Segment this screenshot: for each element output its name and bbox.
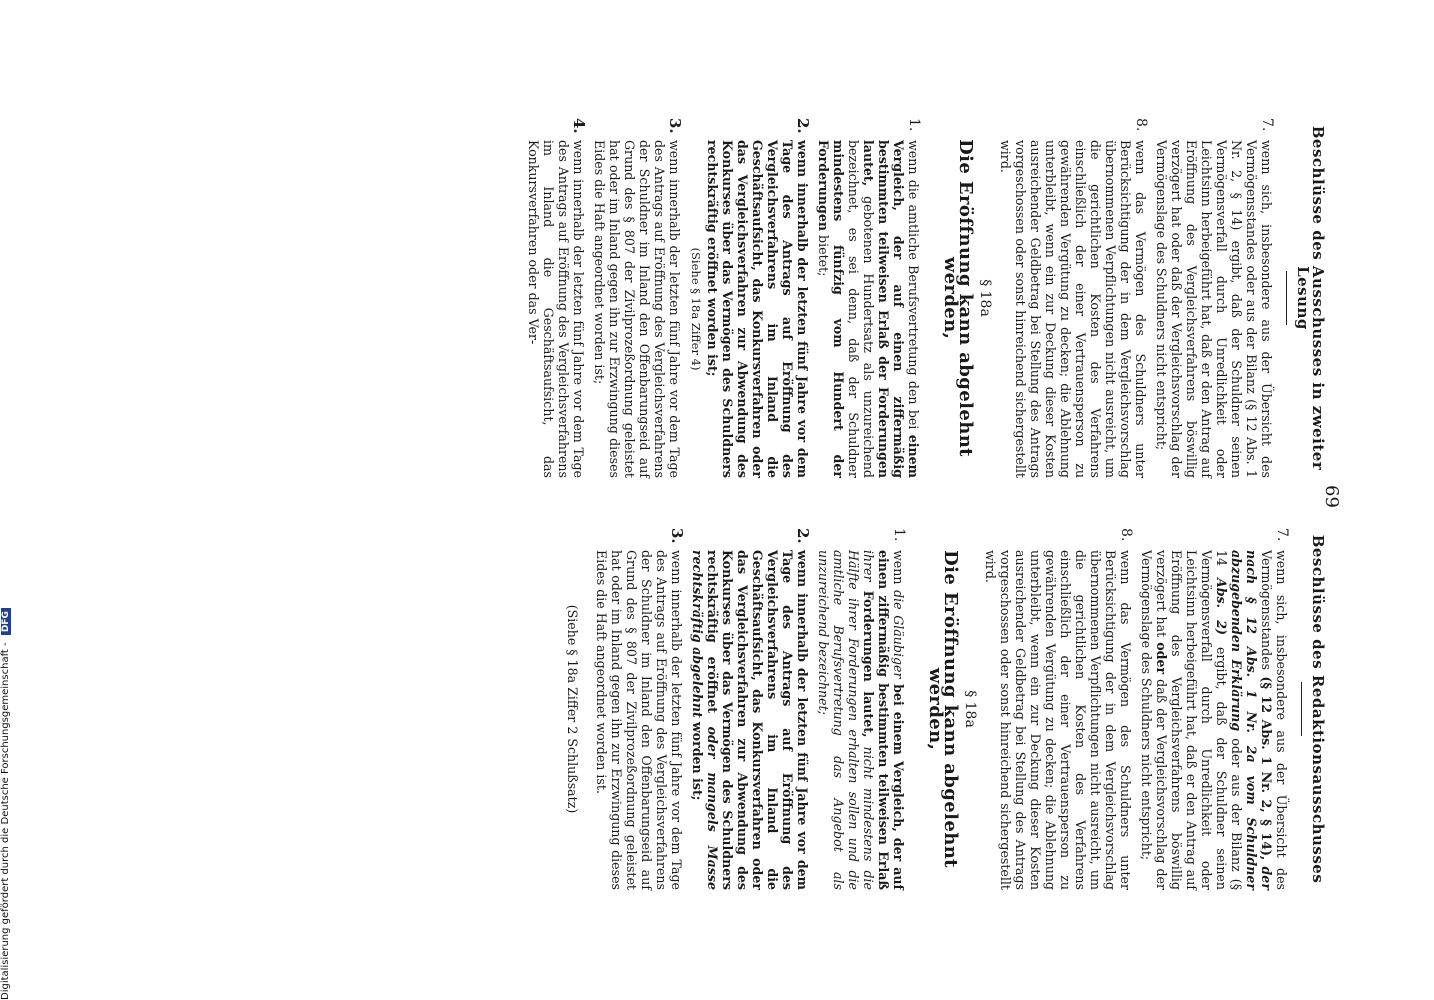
item-number: 8. [1118,528,1134,542]
item-text-bold-italic: der nach § 12 Abs. 1 Nr. 2a vom Schuldner abzugebenden Erklärung [1229,550,1274,890]
digitization-credit [0,608,11,1000]
item-text: oder aus der Bilanz (§ 14 [1214,550,1244,890]
item-number: 3. [666,118,684,134]
left-item-3 [592,118,682,478]
right-item-2 [690,528,810,890]
item-number: 8. [1133,118,1149,132]
left-column [520,118,1325,478]
section-title: Die Eröffnung kann abgelehnt werden, [925,550,961,868]
item-text: ergibt, daß der Schuldner seinen Vermögensverfall durch Unredlichkeit oder Leichtsinn herbeigeführt hat, daß er den Antrag auf Eröffnung des Vergleichsverfahrens böswillig verzögert hat [1154,550,1229,890]
item-number: 7. [1259,118,1275,132]
section-number: § 18a [977,279,993,317]
left-item-4 [526,118,586,478]
cross-reference-note: (Siehe § 18a Ziffer 4) [689,247,703,371]
item-text-bold: wenn innerhalb der letzten fünf Jahre vor dem Tage des Antrags auf Eröffnung des Vergleichsverfahrens im Inland die Geschäftsaufsicht, das Konkursverfahren oder das Vergleichsverfahren zur Abwendung des Konkurses über das Vermögen des Schuldners rechtskräftig eröffnet worden ist; [705,140,810,478]
header-rule [1286,271,1287,325]
left-item-7 [1154,118,1274,478]
item-number: 1. [891,528,907,542]
left-column-header: Beschlüsse des Ausschusses in zweiter Lesung [1294,125,1327,471]
item-text: gebotenen Hundertsatz als unzureichend bezeichnet, es sei denn, daß der Schuldner [846,140,876,478]
item-text-bold: worden ist; [690,721,705,801]
item-text-italic: die Gläubiger [891,590,906,679]
dfg-logo: DFG [1,608,11,635]
item-text-italic: nicht mindestens die Hälfte ihrer Forderungen erhalten sollen und die amtliche Berufsvertretung das Angebot als unzureichend bezeichnet; [816,550,876,891]
item-text: wenn sich, insbesondere aus der Übersicht des Vermögensstandes [1259,550,1289,890]
right-item-7 [1139,528,1289,890]
item-text-bold: mindestens fünfzig vom Hundert der Forderungen [816,140,846,478]
item-number: 4. [570,118,588,134]
credit-text: Digitalisierung gefördert durch die Deutsche Forschungsgemeinschaft - [0,642,11,1000]
item-text: bietet; [816,235,831,277]
right-column [565,528,1325,890]
item-text-bold: einem Vergleich, der auf einen ziffermäßig bestimmten teilweisen Erlaß der Forderungen lautet, [861,140,921,478]
item-text-bold: bei einem Vergleich, der auf einen ziffermäßig bestimmten teilweisen Erlaß [876,550,906,890]
page-number: 69 [1320,485,1342,508]
item-text: wenn das Vermögen des Schuldners unter Berücksichtigung der in dem Vergleichsvorschlag übernommenen Verpflichtungen nicht ausreicht, um die gerichtlichen Kosten des Verfahrens einschließlich der einer Vertrauensperson zu gewährenden Vergütung zu decken; die Ablehnung unterbleibt, wenn ein zur Deckung dieser Kosten ausreichender Geldbetrag bei Stellung des Antrags vorgeschossen oder sonst hinreichend sichergestellt wird. [998,140,1148,478]
section-number: § 18a [962,690,978,728]
item-text-bold: Forderungen lautet, [861,590,876,738]
item-text: wenn innerhalb der letzten fünf Jahre vor dem Tage des Antrags auf Eröffnung des Vergleichsverfahrens der Schuldner im Inland den Offenbarungseid auf Grund des § 807 der Zivilprozeßordnung geleistet hat oder im Inland gegen ihn zur Erzwingung dieses Eides die Haft angeordnet worden ist; [592,140,682,478]
item-text-bold: oder [1154,642,1169,675]
closing-reference: (Siehe § 18a Ziffer 2 Schlußsatz) [565,604,580,814]
item-text-bold: (§ 12 Abs. 1 Nr. 2, § 14), [1259,676,1274,861]
item-number: 1. [906,118,922,132]
left-item-1 [816,118,921,478]
item-number: 3. [668,528,686,544]
item-text: wenn innerhalb der letzten fünf Jahre vor dem Tage des Antrags auf Eröffnung des Vergleichsverfahrens im Inland die Geschäftsaufsicht, das Konkursverfahren oder das Ver- [526,140,586,478]
item-text: wenn innerhalb der letzten fünf Jahre vor dem Tage des Antrags auf Eröffnung des Vergleichsverfahrens der Schuldner im Inland den Offenbarungseid auf Grund des § 807 der Zivilprozeßordnung geleistet hat oder im Inland gegen ihn zur Erzwingung dieses Eides die Haft angeordnet worden ist. [594,550,684,890]
right-item-3 [594,528,684,890]
item-number: 7. [1274,528,1290,542]
right-item-1 [816,528,906,890]
left-item-8 [998,118,1148,478]
item-text-bold: wenn innerhalb der letzten fünf Jahre vor dem Tage des Antrags auf Eröffnung des Vergleichsverfahrens im Inland die Geschäftsaufsicht, das Konkursverfahren oder das Vergleichsverfahren zur Abwendung des Konkurses über das Vermögen des Schuldners rechtskräftig eröffnet [705,550,810,890]
item-text: wenn das Vermögen des Schuldners unter Berücksichtigung der in dem Vergleichsvorschlag übernommenen Verpflichtungen nicht ausreicht, um die gerichtlichen Kosten des Verfahrens einschließlich der einer Vertrauensperson zu gewährenden Vergütung zu decken; die Ablehnung unterbleibt, wenn ein zur Deckung dieser Kosten ausreichender Geldbetrag bei Stellung des Antrags vorgeschossen oder sonst hinreichend sichergestellt wird. [983,550,1133,890]
item-text-bold-italic: oder mangels Masse rechtskräftig abgelehnt [690,550,720,890]
item-number: 2. [794,118,812,134]
section-title: Die Eröffnung kann abgelehnt werden, [940,139,976,457]
item-text-italic: ihrer [861,550,876,582]
item-number: 2. [794,528,812,544]
item-text-bold-italic: Abs. 2) [1214,577,1229,636]
right-column-header: Beschlüsse des Redaktionsausschusses [1309,534,1327,884]
item-text: wenn die amtliche Berufsvertretung den bei [906,140,921,430]
header-rule [1301,682,1302,736]
item-text: wenn sich, insbesondere aus der Übersicht des Vermögensstandes oder aus der Bilanz (§ 12 Abs. 1 Nr. 2, § 14) ergibt, daß der Schuldner seinen Vermögensverfall durch Unredlichkeit oder Leichtsinn herbeigeführt hat, daß er den Antrag auf Eröffnung des Vergleichsverfahrens böswillig verzögert hat oder daß der Vergleichsvorschlag der Vermögenslage des Schuldners nicht entspricht; [1154,140,1274,478]
item-text: daß der Vergleichsvorschlag der Vermögenslage des Schuldners nicht entspricht; [1139,550,1169,890]
item-text: wenn [891,550,906,585]
right-item-8 [983,528,1133,890]
left-item-2 [688,118,810,478]
